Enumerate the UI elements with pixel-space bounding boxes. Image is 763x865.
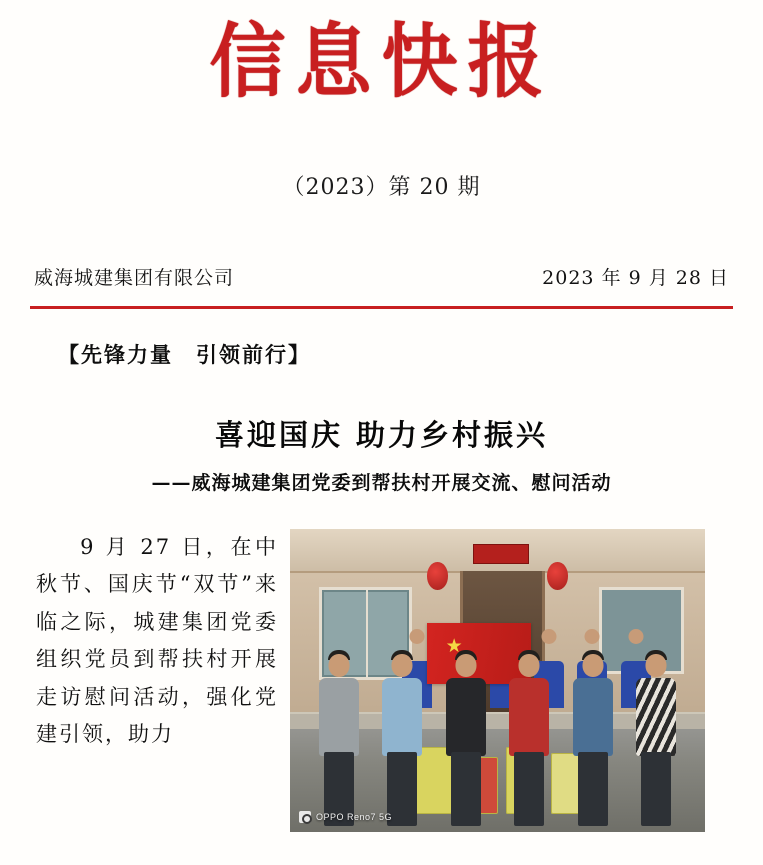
column-heading: 【先锋力量 引领前行】 xyxy=(58,342,311,367)
article-headline: 喜迎国庆 助力乡村振兴 xyxy=(214,418,549,452)
publish-date: 2023 年 9 月 28 日 xyxy=(542,267,729,289)
photo-front-row-people xyxy=(311,650,685,826)
masthead-title: 信息快报 xyxy=(209,14,554,109)
photo-person xyxy=(501,650,557,826)
photo-person xyxy=(564,650,620,826)
photo-lantern-left xyxy=(427,562,448,589)
photo-red-sign xyxy=(473,544,529,564)
article-body-area xyxy=(0,529,763,832)
photo-person xyxy=(438,650,494,826)
photo-person xyxy=(311,650,367,826)
masthead xyxy=(0,0,763,118)
photo-watermark xyxy=(299,811,392,823)
group-photo-village-visit xyxy=(290,529,705,832)
header-divider xyxy=(30,306,733,309)
meta-row xyxy=(34,263,729,290)
photo-person xyxy=(374,650,430,826)
article-subheadline: ——威海城建集团党委到帮扶村开展交流、慰问活动 xyxy=(151,472,612,494)
photo-watermark-text: OPPO Reno7 5G xyxy=(316,812,393,822)
photo-person xyxy=(628,650,684,826)
article-paragraph: 9 月 27 日，在中秋节、国庆节“双节”来临之际，城建集团党委组织党员到帮扶村开展走访慰问活动，强化党建引领，助力 xyxy=(36,535,278,746)
article-body-text xyxy=(36,529,278,753)
organization-name: 威海城建集团有限公司 xyxy=(34,267,235,289)
photo-lantern-right xyxy=(547,562,568,589)
camera-icon xyxy=(299,811,311,823)
issue-number: （2023）第 20 期 xyxy=(282,175,481,200)
